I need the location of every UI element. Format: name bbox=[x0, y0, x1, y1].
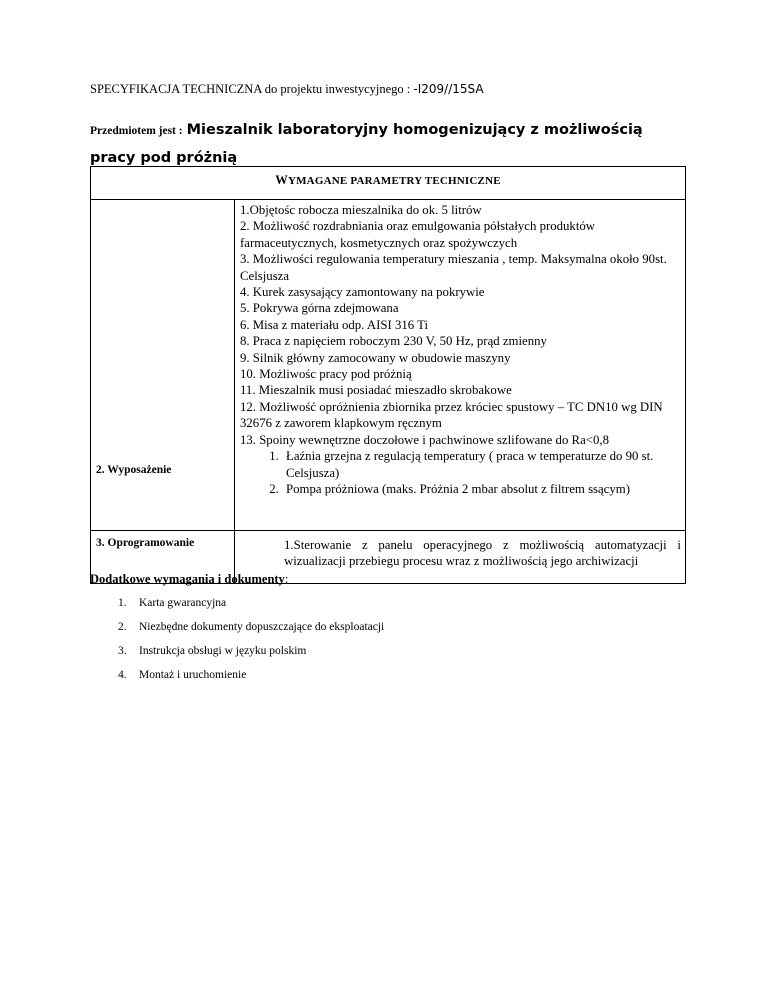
list-item: 2. Niezbędne dokumenty dopuszczające do eksploatacji bbox=[118, 621, 385, 633]
list-item: 11. Mieszalnik musi posiadać mieszadło skrobakowe bbox=[240, 383, 512, 398]
list-item: 9. Silnik główny zamocowany w obudowie maszyny bbox=[240, 350, 511, 365]
requirements-cell bbox=[235, 200, 686, 531]
software-label: 3. Oprogramowanie bbox=[96, 537, 195, 549]
equipment-row bbox=[91, 200, 686, 531]
list-item: 2. Pompa próżniowa (maks. Próżnia 2 mbar absolut z filtrem ssącym) bbox=[282, 481, 681, 497]
table-header-cell bbox=[91, 167, 686, 200]
list-item: 8. Praca z napięciem roboczym 230 V, 50 Hz, prąd zmienny bbox=[240, 334, 547, 349]
spec-prefix: SPECYFIKACJA TECHNICZNA do projektu inwestycyjnego : bbox=[90, 82, 411, 96]
equipment-label: 2. Wyposażenie bbox=[96, 464, 172, 476]
software-text: 1.Sterowanie z panelu operacyjnego z możliwością automatyzacji i wizualizacji przebiegu procesu wraz z możliwością jego archiwizacji bbox=[284, 538, 681, 568]
requirements-list bbox=[240, 202, 681, 448]
list-item: 3. Instrukcja obsługi w języku polskim bbox=[118, 645, 307, 657]
software-cell bbox=[235, 531, 686, 584]
table-header-title: WYMAGANE PARAMETRY TECHNICZNE bbox=[275, 173, 501, 187]
list-item: 4. Kurek zasysający zamontowany na pokrywie bbox=[240, 285, 485, 300]
equipment-label-cell bbox=[91, 200, 235, 531]
list-item: 3. Możliwości regulowania temperatury mieszania , temp. Maksymalna około 90st. Celsjusza bbox=[240, 252, 667, 283]
subject-label: Przedmiotem jest : bbox=[90, 125, 183, 137]
list-item: 12. Możliwość opróżnienia zbiornika przez króciec spustowy – TC DN10 wg DIN 32676 z zaworem klapkowym ręcznym bbox=[240, 399, 663, 431]
list-item: 4. Montaż i uruchomienie bbox=[118, 669, 247, 681]
list-item: 2. Możliwość rozdrabniania oraz emulgowania półstałych produktów farmaceutycznych, kosmetycznych oraz spożywczych bbox=[240, 219, 596, 250]
list-item: 1.Objętośc robocza mieszalnika do ok. 5 litrów bbox=[240, 203, 482, 217]
list-item: 1. Karta gwarancyjna bbox=[118, 597, 227, 609]
list-item: 10. Możliwośc pracy pod próżnią bbox=[240, 367, 412, 382]
spec-header-line bbox=[90, 82, 484, 97]
subject-title: Mieszalnik laboratoryjny homogenizujący z możliwością pracy pod próżnią bbox=[90, 122, 643, 166]
technical-parameters-table bbox=[90, 166, 686, 584]
equipment-list bbox=[240, 448, 681, 497]
list-item: 13. Spoiny wewnętrzne doczołowe i pachwinowe szlifowane do Ra<0,8 bbox=[240, 432, 609, 447]
additional-title: Dodatkowe wymagania i dokumenty: bbox=[90, 572, 289, 586]
table-header-row bbox=[91, 167, 686, 200]
project-code: -I209//15SA bbox=[413, 82, 484, 96]
list-item: 1. Łaźnia grzejna z regulacją temperatury ( praca w temperaturze do 90 st. Celsjusza) bbox=[282, 448, 681, 481]
subject-block bbox=[90, 116, 690, 172]
list-item: 6. Misa z materiału odp. AISI 316 Ti bbox=[240, 317, 429, 332]
list-item: 5. Pokrywa górna zdejmowana bbox=[240, 301, 399, 316]
